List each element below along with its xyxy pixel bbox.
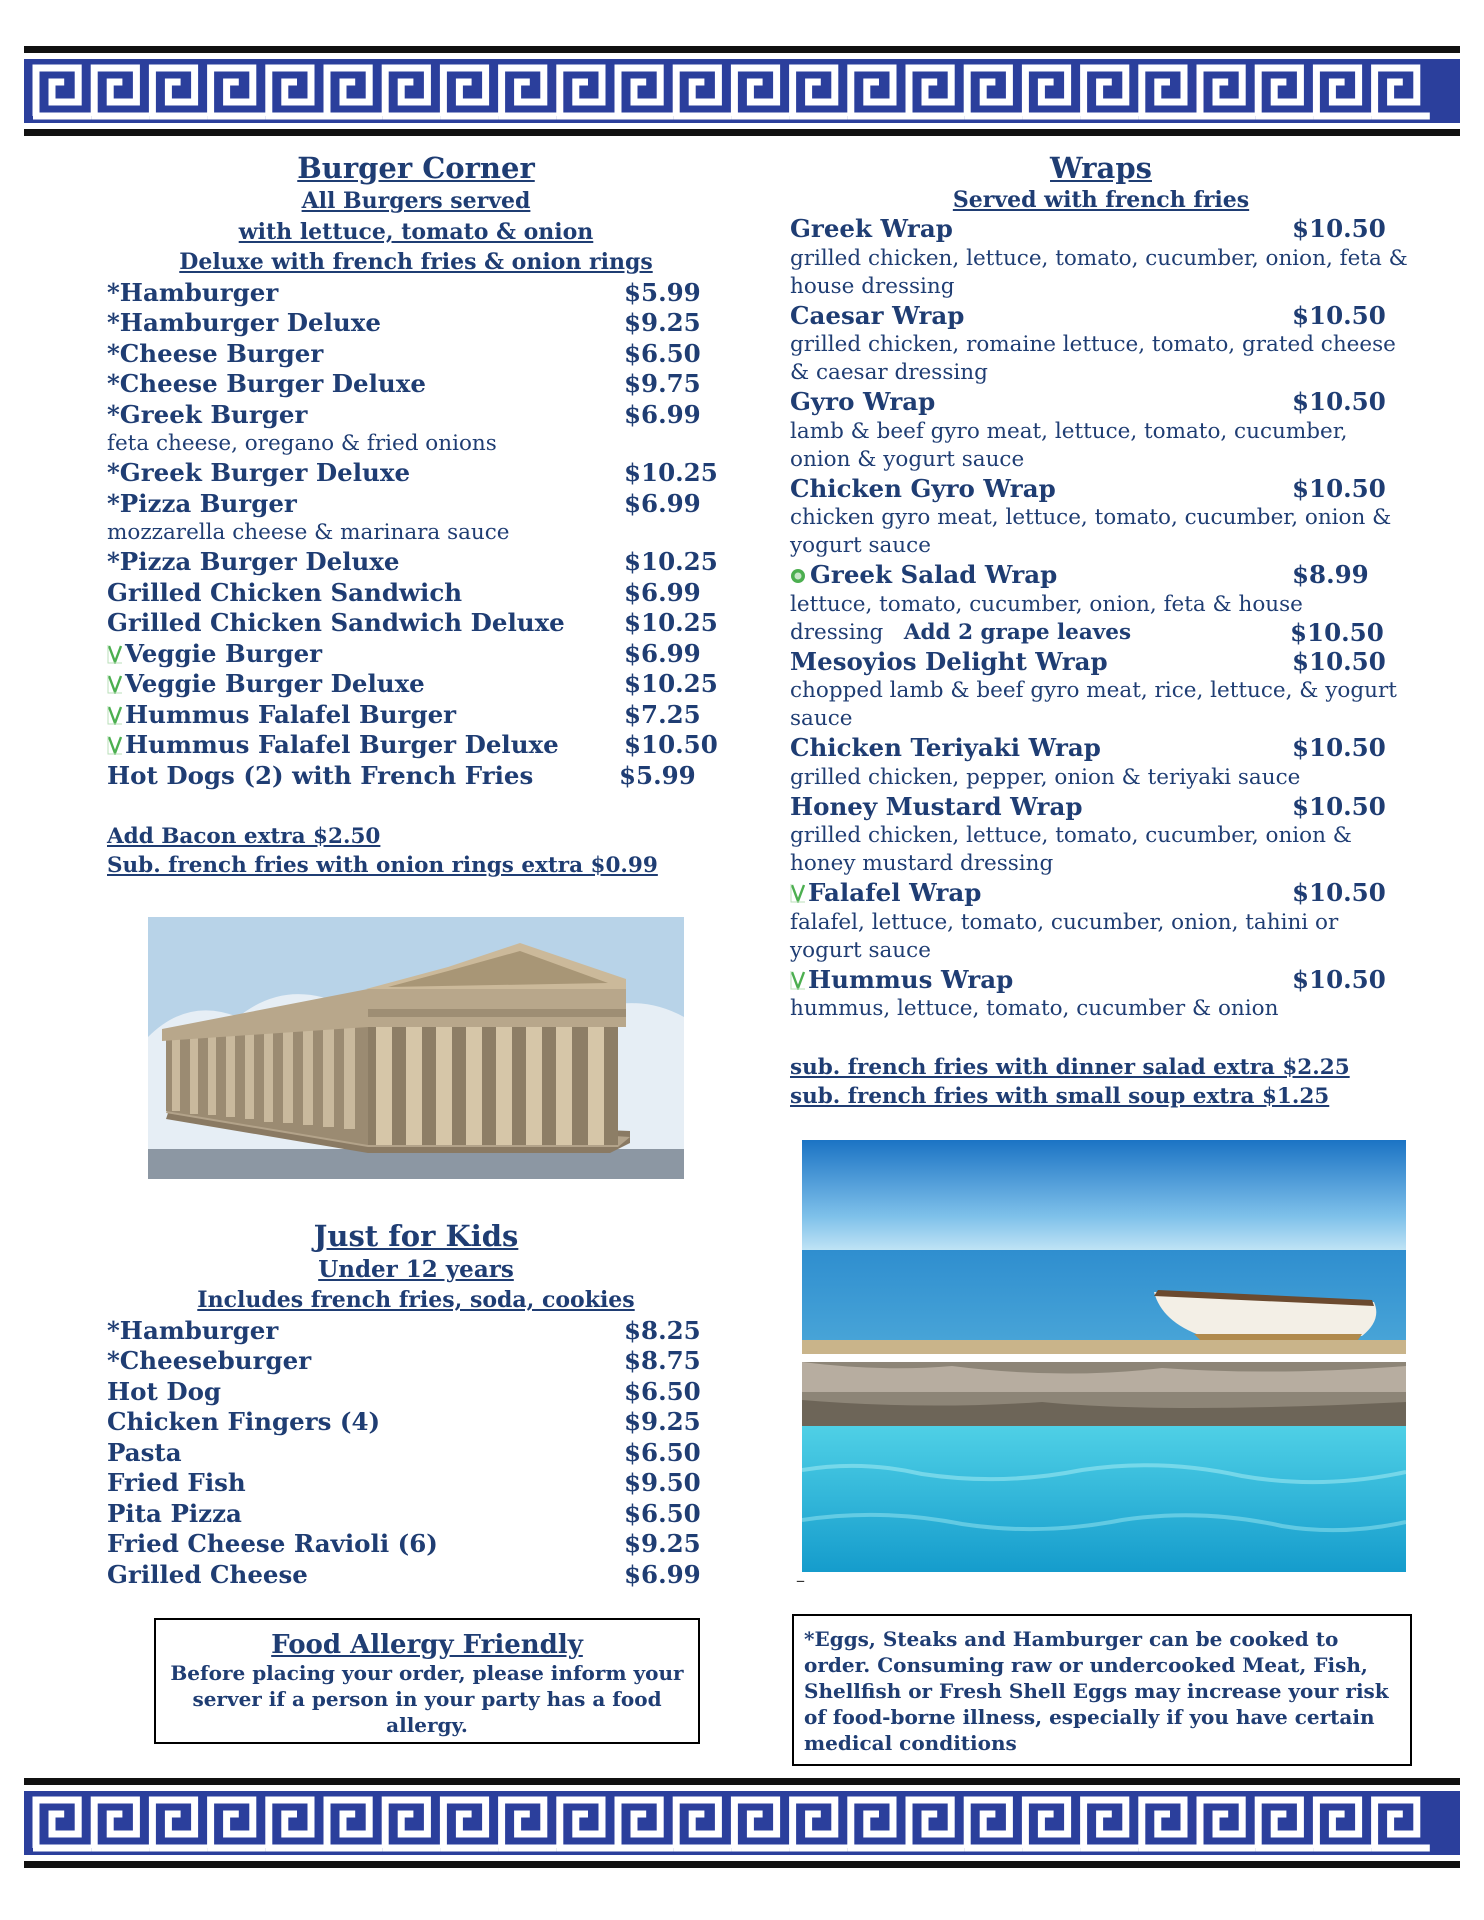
menu-item-price: $8.75 [624, 1346, 701, 1375]
menu-item-price: $5.99 [619, 760, 696, 790]
menu-item-name: Hot Dog [107, 1376, 222, 1406]
menu-item [107, 608, 725, 639]
menu-item-name: Pita Pizza [107, 1498, 242, 1528]
menu-item [107, 1529, 725, 1560]
menu-item-name: Veggie Burger [125, 638, 323, 668]
menu-item-name: Caesar Wrap [790, 300, 965, 330]
menu-item-price: $10.25 [624, 608, 718, 637]
menu-item-price: $10.25 [624, 547, 718, 576]
menu-item-description [790, 822, 1412, 878]
menu-item-name: Hummus Wrap [808, 964, 1014, 994]
burger-menu-list [107, 278, 725, 792]
menu-item [790, 647, 1412, 678]
menu-item-price: $10.50 [1292, 300, 1386, 330]
menu-item-price: $6.99 [624, 399, 701, 429]
menu-item-price: $10.50 [1292, 473, 1386, 503]
menu-item-name: Grilled Chicken Sandwich Deluxe [107, 608, 565, 637]
warning-text: *Eggs, Steaks and Hamburger can be cooked to order. Consuming raw or undercooked Meat, Fish, Shellfish or Fresh Shell Eggs may increase your risk of food-borne illness, especially if you have certain medical conditions [804, 1627, 1389, 1755]
menu-item-price: $6.99 [624, 577, 701, 607]
menu-item-description [790, 331, 1412, 387]
allergy-title: Food Allergy Friendly [271, 1630, 583, 1660]
menu-item-description-text: feta cheese, oregano & fried onions [107, 431, 497, 456]
menu-item [107, 1438, 725, 1469]
menu-item [790, 965, 1412, 996]
burger-subtitle-1: All Burgers served [301, 188, 531, 214]
menu-item-description [790, 245, 1412, 301]
menu-item-name: Greek Salad Wrap [810, 560, 1058, 589]
menu-item-description [107, 430, 725, 458]
menu-item [107, 458, 725, 489]
menu-item-name: Veggie Burger Deluxe [125, 669, 425, 698]
menu-item-description-text: grilled chicken, lettuce, tomato, cucumber, onion & honey mustard dressing [790, 823, 1352, 876]
menu-item-name: *Cheese Burger Deluxe [107, 369, 426, 398]
menu-item-name: Fried Cheese Ravioli (6) [107, 1529, 438, 1558]
green-dot-icon [790, 568, 806, 584]
menu-item-name: *Hamburger [107, 277, 279, 307]
menu-item-name: Chicken Fingers (4) [107, 1407, 381, 1436]
menu-item-description-text: chopped lamb & beef gyro meat, rice, lettuce, & yogurt sauce [790, 678, 1397, 731]
menu-item-price: $8.25 [624, 1315, 701, 1345]
menu-item-description-text: lettuce, tomato, cucumber, onion, feta & house dressing [790, 591, 1303, 645]
menu-item [790, 387, 1412, 418]
menu-item-name: Grilled Chicken Sandwich [107, 577, 463, 607]
menu-item-price: $6.99 [624, 488, 701, 518]
menu-item-description [790, 764, 1412, 792]
menu-item-name: Falafel Wrap [808, 878, 982, 907]
menu-item-price: $6.50 [624, 1437, 701, 1467]
menu-item [790, 301, 1412, 332]
menu-item [107, 669, 725, 700]
vegetarian-leaf-icon [107, 644, 123, 664]
menu-item [107, 1407, 725, 1438]
menu-item-description [790, 677, 1412, 733]
menu-item [107, 308, 725, 339]
menu-item-name: Honey Mustard Wrap [790, 791, 1083, 821]
menu-item-name: *Cheeseburger [107, 1346, 312, 1375]
menu-item-price: $6.99 [624, 638, 701, 668]
menu-item-price: $10.50 [1292, 646, 1386, 676]
vegetarian-leaf-icon [107, 735, 123, 755]
menu-item-description [790, 418, 1412, 474]
left-column [107, 150, 725, 880]
menu-item-name: *Cheese Burger [107, 338, 324, 368]
burger-corner-title: Burger Corner [297, 151, 535, 185]
menu-item [107, 547, 725, 578]
parthenon-image [148, 917, 684, 1179]
greek-key-border-top [24, 46, 1460, 136]
greek-key-pattern [24, 46, 1460, 136]
menu-item [107, 700, 725, 731]
wraps-title: Wraps [1050, 151, 1152, 185]
burger-subtitle-3: Deluxe with french fries & onion rings [179, 249, 653, 275]
menu-item-price: $9.75 [624, 369, 701, 398]
menu-item-price: $10.50 [1292, 214, 1386, 243]
vegetarian-leaf-icon [107, 674, 123, 694]
menu-item-description [790, 995, 1412, 1023]
menu-item [790, 560, 1412, 591]
menu-item [790, 733, 1412, 764]
menu-item [790, 878, 1412, 909]
menu-item-price: $10.50 [624, 730, 718, 759]
menu-item-addon: Add 2 grape leaves [903, 619, 1132, 645]
burger-subtitle-2: with lettuce, tomato & onion [238, 218, 594, 245]
menu-item-description-text: chicken gyro meat, lettuce, tomato, cucumber, onion & yogurt sauce [790, 505, 1392, 558]
menu-item-description [790, 504, 1412, 560]
menu-item-name: Greek Wrap [790, 214, 953, 243]
kids-title: Just for Kids [313, 1219, 519, 1253]
wraps-menu-list [790, 214, 1412, 1023]
vegetarian-leaf-icon [790, 883, 806, 903]
menu-item-price: $10.50 [1292, 733, 1386, 762]
vegetarian-leaf-icon [107, 705, 123, 725]
menu-item [107, 369, 725, 400]
menu-item-price: $10.25 [624, 458, 718, 487]
menu-item-price: $9.25 [624, 308, 701, 337]
menu-item [107, 730, 725, 761]
menu-item-price: $10.50 [1292, 387, 1386, 416]
menu-item-name: Hot Dogs (2) with French Fries [107, 760, 534, 790]
menu-item [107, 1316, 725, 1347]
menu-item-description-text: mozzarella cheese & marinara sauce [107, 520, 510, 545]
menu-item [107, 400, 725, 431]
menu-item-description [790, 909, 1412, 965]
menu-item-name: *Hamburger [107, 1315, 279, 1345]
menu-item [107, 1468, 725, 1499]
greek-key-pattern [24, 1778, 1460, 1868]
menu-item-price: $5.99 [624, 277, 701, 307]
menu-item-price: $6.50 [624, 1498, 701, 1528]
menu-item-name: Chicken Teriyaki Wrap [790, 733, 1101, 762]
menu-item-name: Chicken Gyro Wrap [790, 473, 1056, 503]
kids-subtitle-2: Includes french fries, soda, cookies [197, 1287, 635, 1313]
wraps-subtitle: Served with french fries [952, 187, 1250, 213]
menu-item [790, 214, 1412, 245]
kids-subtitle-1: Under 12 years [318, 1256, 514, 1283]
menu-item-price: $9.25 [624, 1407, 701, 1436]
menu-item-description [107, 519, 725, 547]
right-column [790, 150, 1412, 1111]
menu-item-price: $6.50 [624, 338, 701, 368]
menu-item [107, 639, 725, 670]
menu-item-name: Gyro Wrap [790, 387, 936, 416]
menu-item-description-text: grilled chicken, romaine lettuce, tomato, grated cheese & caesar dressing [790, 332, 1396, 385]
menu-item-price: $6.99 [624, 1559, 701, 1589]
menu-item-description-text: hummus, lettuce, tomato, cucumber & onion [790, 996, 1279, 1021]
menu-item-addon-price: $10.50 [1290, 617, 1384, 647]
menu-item [790, 474, 1412, 505]
stray-dash: – [796, 1570, 805, 1591]
raw-food-warning-box [792, 1614, 1412, 1766]
food-allergy-box [154, 1618, 700, 1744]
vegetarian-leaf-icon [790, 970, 806, 990]
wraps-extra-salad: sub. french fries with dinner salad extra $2.25 [790, 1055, 1350, 1080]
menu-item [107, 1499, 725, 1530]
menu-item [107, 578, 725, 609]
menu-item-price: $10.50 [1292, 878, 1386, 907]
menu-item-price: $7.25 [624, 699, 701, 729]
burger-extra-bacon: Add Bacon extra $2.50 [107, 824, 381, 849]
menu-item-name: *Hamburger Deluxe [107, 308, 381, 337]
menu-item-name: Fried Fish [107, 1468, 246, 1497]
menu-item-name: *Greek Burger [107, 399, 308, 429]
menu-item-price: $10.25 [624, 669, 718, 698]
menu-item [107, 278, 725, 309]
menu-item-name: Pasta [107, 1437, 182, 1467]
burger-extra-onion-rings: Sub. french fries with onion rings extra $0.99 [107, 853, 658, 878]
menu-item [107, 761, 725, 792]
menu-item-name: Hummus Falafel Burger Deluxe [125, 730, 559, 759]
menu-item [107, 339, 725, 370]
menu-item-description [790, 591, 1412, 647]
menu-item-price: $10.50 [1292, 964, 1386, 994]
menu-item [107, 489, 725, 520]
menu-item [107, 1346, 725, 1377]
menu-item-description-text: grilled chicken, lettuce, tomato, cucumber, onion, feta & house dressing [790, 245, 1408, 299]
menu-item [107, 1560, 725, 1591]
beach-boat-image [802, 1140, 1406, 1572]
menu-item-description-text: falafel, lettuce, tomato, cucumber, onion, tahini or yogurt sauce [790, 909, 1339, 963]
wraps-extra-soup: sub. french fries with small soup extra $1.25 [790, 1084, 1330, 1109]
menu-item-price: $8.99 [1292, 560, 1369, 589]
allergy-text: Before placing your order, please inform your server if a person in your party has a food allergy. [170, 1661, 684, 1737]
menu-item-name: *Greek Burger Deluxe [107, 458, 411, 487]
kids-menu-list [107, 1316, 725, 1591]
menu-item-name: *Pizza Burger [107, 488, 297, 518]
menu-item [107, 1377, 725, 1408]
menu-item-name: *Pizza Burger Deluxe [107, 547, 400, 576]
menu-item [790, 792, 1412, 823]
menu-item-price: $10.50 [1292, 791, 1386, 821]
menu-item-price: $9.50 [624, 1468, 701, 1497]
menu-item-name: Hummus Falafel Burger [125, 699, 457, 729]
menu-item-name: Grilled Cheese [107, 1559, 308, 1589]
kids-section [107, 1218, 725, 1590]
menu-item-price: $6.50 [624, 1376, 701, 1406]
menu-item-description-text: grilled chicken, pepper, onion & teriyaki sauce [790, 764, 1301, 790]
greek-key-border-bottom [24, 1778, 1460, 1868]
menu-item-name: Mesoyios Delight Wrap [790, 646, 1108, 676]
menu-item-description-text: lamb & beef gyro meat, lettuce, tomato, cucumber, onion & yogurt sauce [790, 418, 1348, 472]
menu-item-price: $9.25 [624, 1529, 701, 1558]
